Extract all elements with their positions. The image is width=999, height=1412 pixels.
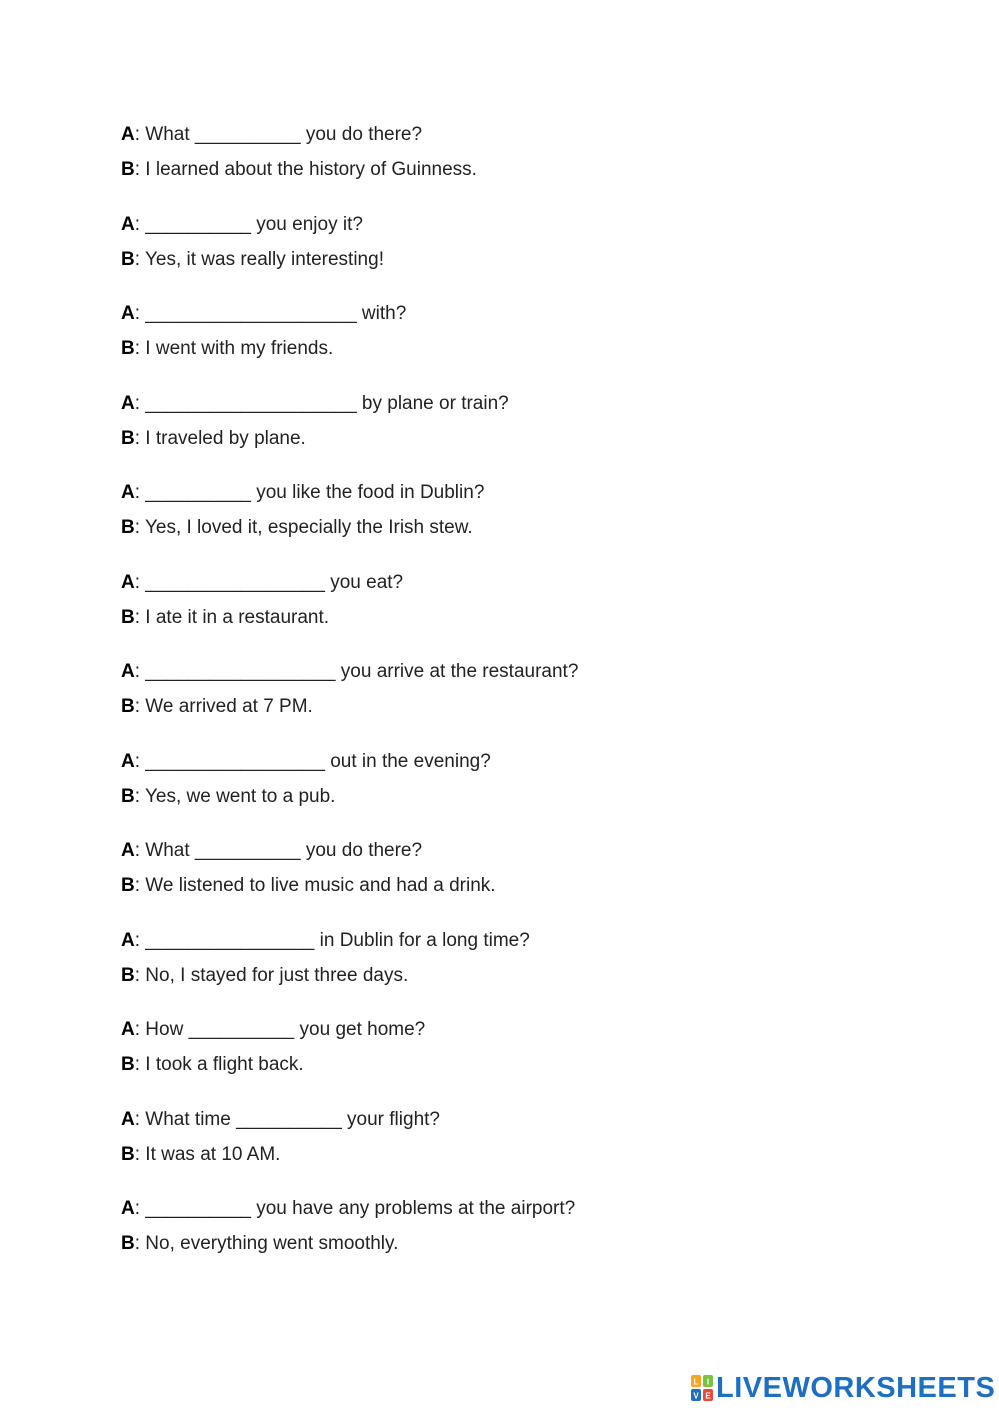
speaker-a-label: A (121, 750, 135, 772)
question-text[interactable]: : __________________ you arrive at the restaurant? (134, 661, 579, 682)
question-line (121, 923, 881, 958)
answer-text: : No, everything went smoothly. (134, 1233, 399, 1254)
svg-text:L: L (693, 1377, 699, 1387)
question-line (121, 833, 881, 868)
answer-text: : We arrived at 7 PM. (134, 696, 313, 717)
answer-text: : I went with my friends. (134, 338, 334, 359)
question-line (121, 1102, 881, 1137)
answer-text: : No, I stayed for just three days. (134, 964, 409, 986)
dialogue-exchange (121, 1102, 881, 1192)
dialogue-exchange (121, 475, 881, 565)
speaker-a-label: A (121, 1019, 135, 1040)
answer-text: : I ate it in a restaurant. (134, 606, 330, 628)
speaker-b-label: B (121, 1054, 135, 1075)
liveworksheets-logo[interactable] (691, 1372, 995, 1404)
question-text[interactable]: : What __________ you do there? (134, 124, 423, 145)
speaker-b-label: B (121, 964, 135, 986)
speaker-a-label: A (121, 124, 135, 145)
answer-text: : Yes, we went to a pub. (134, 785, 336, 807)
question-line (121, 744, 881, 779)
dialogue-exchange (121, 1191, 881, 1281)
speaker-b-label: B (121, 785, 135, 807)
answer-line (121, 868, 881, 903)
speaker-a-label: A (121, 482, 135, 503)
speaker-b-label: B (121, 1143, 135, 1165)
speaker-a-label: A (121, 213, 135, 235)
speaker-b-label: B (121, 159, 135, 180)
answer-text: : It was at 10 AM. (134, 1143, 281, 1165)
question-line (121, 1191, 881, 1226)
answer-line (121, 1226, 881, 1261)
svg-text:I: I (706, 1377, 710, 1387)
question-line (121, 654, 881, 689)
answer-text: : I learned about the history of Guinness. (134, 159, 477, 180)
svg-text:E: E (705, 1391, 711, 1401)
question-line (121, 117, 881, 152)
speaker-b-label: B (121, 606, 135, 628)
question-line (121, 475, 881, 510)
speaker-a-label: A (121, 571, 135, 593)
speaker-b-label: B (121, 427, 135, 449)
answer-line (121, 421, 881, 456)
question-line (121, 1012, 881, 1047)
answer-text: : We listened to live music and had a drink. (134, 875, 496, 896)
dialogue-exchange (121, 923, 881, 1013)
question-text[interactable]: : _________________ you eat? (134, 571, 404, 593)
answer-text: : I took a flight back. (134, 1054, 304, 1075)
dialogue-exchange (121, 565, 881, 655)
answer-line (121, 958, 881, 993)
dialogue-exchange (121, 117, 881, 207)
question-line (121, 386, 881, 421)
question-text[interactable]: : How __________ you get home? (134, 1019, 426, 1040)
speaker-b-label: B (121, 338, 135, 359)
speaker-b-label: B (121, 1233, 135, 1254)
question-text[interactable]: : ____________________ by plane or train? (134, 392, 509, 414)
question-line (121, 207, 881, 242)
speaker-a-label: A (121, 661, 135, 682)
speaker-a-label: A (121, 1198, 135, 1219)
speaker-b-label: B (121, 248, 135, 270)
speaker-a-label: A (121, 1108, 135, 1130)
question-text[interactable]: : __________ you enjoy it? (134, 213, 363, 235)
liveworksheets-logo-icon (691, 1375, 713, 1401)
speaker-a-label: A (121, 929, 135, 951)
answer-line (121, 600, 881, 635)
question-line (121, 296, 881, 331)
answer-line (121, 510, 881, 545)
answer-line (121, 1047, 881, 1082)
question-text[interactable]: : __________ you have any problems at the airport? (134, 1198, 576, 1219)
dialogue-exchange (121, 386, 881, 476)
dialogue-exchange (121, 207, 881, 297)
answer-line (121, 331, 881, 366)
dialogue-exchange (121, 833, 881, 923)
answer-line (121, 242, 881, 277)
answer-line (121, 1137, 881, 1172)
answer-line (121, 689, 881, 724)
speaker-a-label: A (121, 303, 135, 324)
question-text[interactable]: : __________ you like the food in Dublin? (134, 482, 485, 503)
dialogue-exchange (121, 296, 881, 386)
logo-text: LIVEWORKSHEETS (716, 1372, 996, 1404)
speaker-a-label: A (121, 392, 135, 414)
speaker-b-label: B (121, 696, 135, 717)
dialogue-exchange (121, 654, 881, 744)
speaker-a-label: A (121, 840, 135, 861)
question-text[interactable]: : ____________________ with? (134, 303, 407, 324)
worksheet (121, 117, 881, 1281)
dialogue-exchange (121, 1012, 881, 1102)
svg-text:V: V (693, 1391, 699, 1401)
answer-line (121, 152, 881, 187)
question-text[interactable]: : What __________ you do there? (134, 840, 423, 861)
question-text[interactable]: : What time __________ your flight? (134, 1108, 440, 1130)
dialogue-exchange (121, 744, 881, 834)
speaker-b-label: B (121, 517, 135, 538)
answer-text: : Yes, it was really interesting! (134, 248, 384, 270)
question-line (121, 565, 881, 600)
question-text[interactable]: : _________________ out in the evening? (134, 750, 491, 772)
answer-line (121, 779, 881, 814)
speaker-b-label: B (121, 875, 135, 896)
question-text[interactable]: : ________________ in Dublin for a long time? (134, 929, 530, 951)
answer-text: : I traveled by plane. (134, 427, 306, 449)
answer-text: : Yes, I loved it, especially the Irish stew. (134, 517, 473, 538)
